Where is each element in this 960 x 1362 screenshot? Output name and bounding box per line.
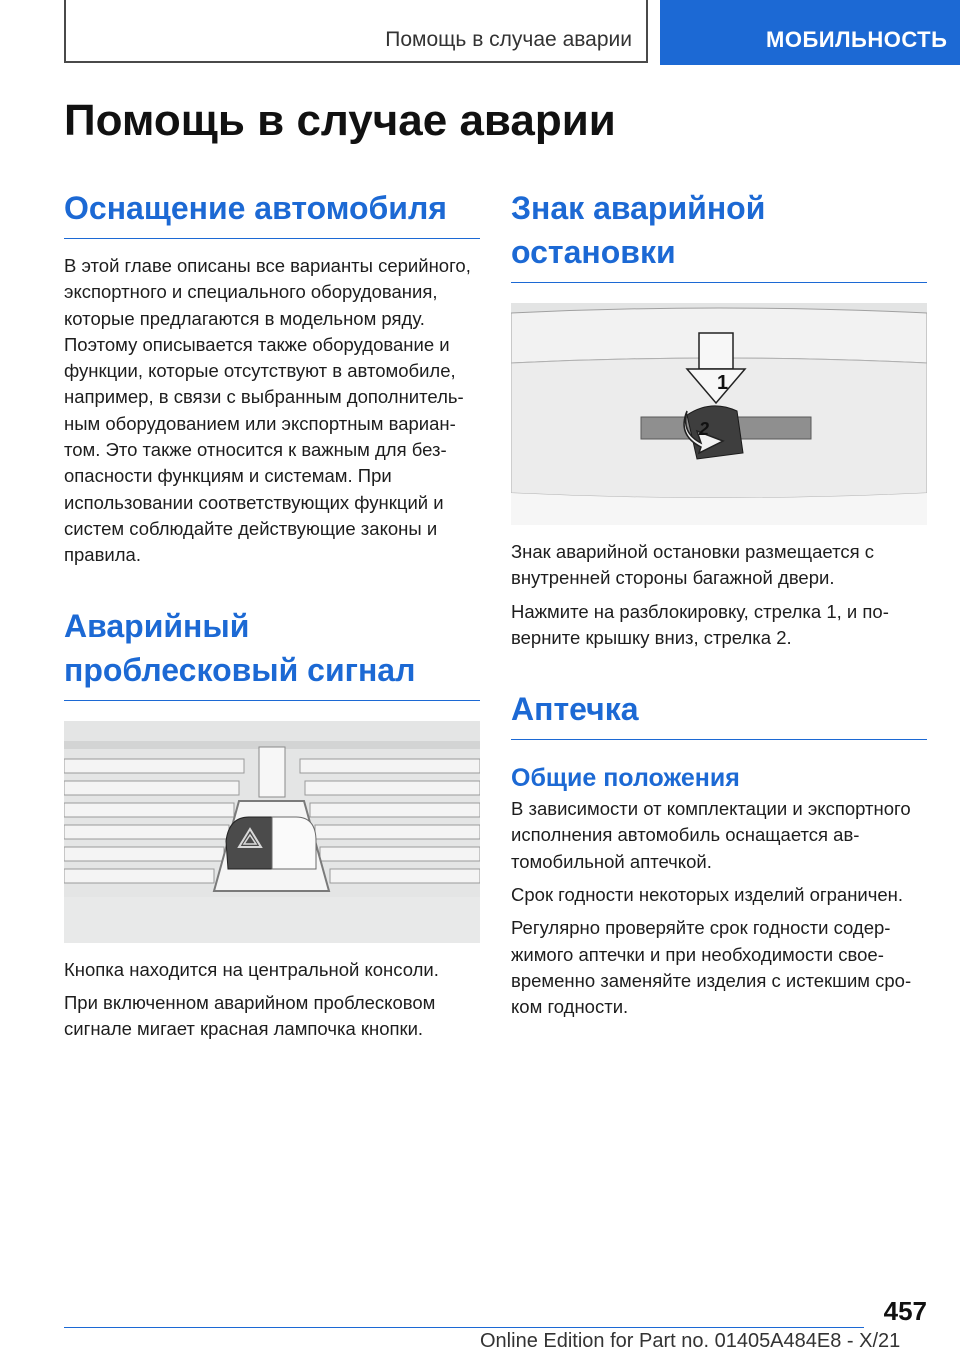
- left-column: [64, 186, 480, 1042]
- first-aid-heading: Аптечка: [511, 687, 927, 740]
- hazard-heading: Аварийный проблесковый сигнал: [64, 604, 480, 701]
- header-chapter-title: Помощь в случае аварии: [385, 28, 632, 51]
- warning-triangle-heading: Знак аварийной остановки: [511, 186, 927, 283]
- equipment-heading: Оснащение автомобиля: [64, 186, 480, 239]
- center-console-illustration: [64, 721, 480, 943]
- page-number: 457: [883, 1296, 927, 1326]
- footer-divider: [64, 1327, 864, 1328]
- equipment-paragraph: В этой главе описаны все варианты серийного, экспортного и специального оборудования, которые предлагаются в модельном ряду. Поэтому описывается также оборудование и функции, которые отсутствуют в автомобиле, например, в связи с выбранным дополнительным оборудованием или экспортным вариантом. Это также относится к важным для безопасности функциям и системам. При использовании соответствующих функций и систем соблюдайте действующие законы и правила.: [64, 255, 471, 566]
- hazard-button-figure: [64, 721, 480, 943]
- warning-triangle-figure: [511, 303, 927, 525]
- arrow-1-label: 1: [717, 372, 729, 394]
- arrow-2-label: 2: [699, 419, 710, 439]
- right-column: [511, 186, 927, 1021]
- trunk-lid-illustration: [511, 303, 927, 525]
- header-section-label: МОБИЛЬНОСТЬ: [766, 27, 948, 52]
- footer-edition: Online Edition for Part no. 01405A484E8 - X/21: [480, 1330, 901, 1352]
- header-chapter-box: [64, 0, 648, 63]
- hazard-paragraph-2: При включенном аварийном проблесковом сигнале мигает красная лампочка кнопки.: [64, 991, 436, 1040]
- first-aid-paragraph-2: Срок годности некоторых изделий ограничен.: [511, 884, 904, 906]
- first-aid-paragraph-1: В зависимости от комплектации и экспортного исполнения автомобиль оснащается автомобильной аптечкой.: [511, 798, 911, 872]
- header-section-tab[interactable]: [660, 0, 960, 65]
- first-aid-subheading: Общие положения: [511, 764, 740, 793]
- hazard-warning-icon: [226, 817, 272, 869]
- first-aid-paragraph-3: Регулярно проверяйте срок годности содержимого аптечки и при необходимости своевременно заменяйте изделия с истекшим сроком годности.: [511, 917, 912, 1018]
- warning-triangle-paragraph-1: Знак аварийной остановки размещается с внутренней стороны багажной двери.: [511, 541, 875, 589]
- warning-triangle-paragraph-2: Нажмите на разблокировку, стрелка 1, и поверните крышку вниз, стрелка 2.: [511, 600, 889, 648]
- page-title: Помощь в случае аварии: [64, 96, 616, 145]
- hazard-paragraph-1: Кнопка находится на центральной консоли.: [64, 958, 439, 980]
